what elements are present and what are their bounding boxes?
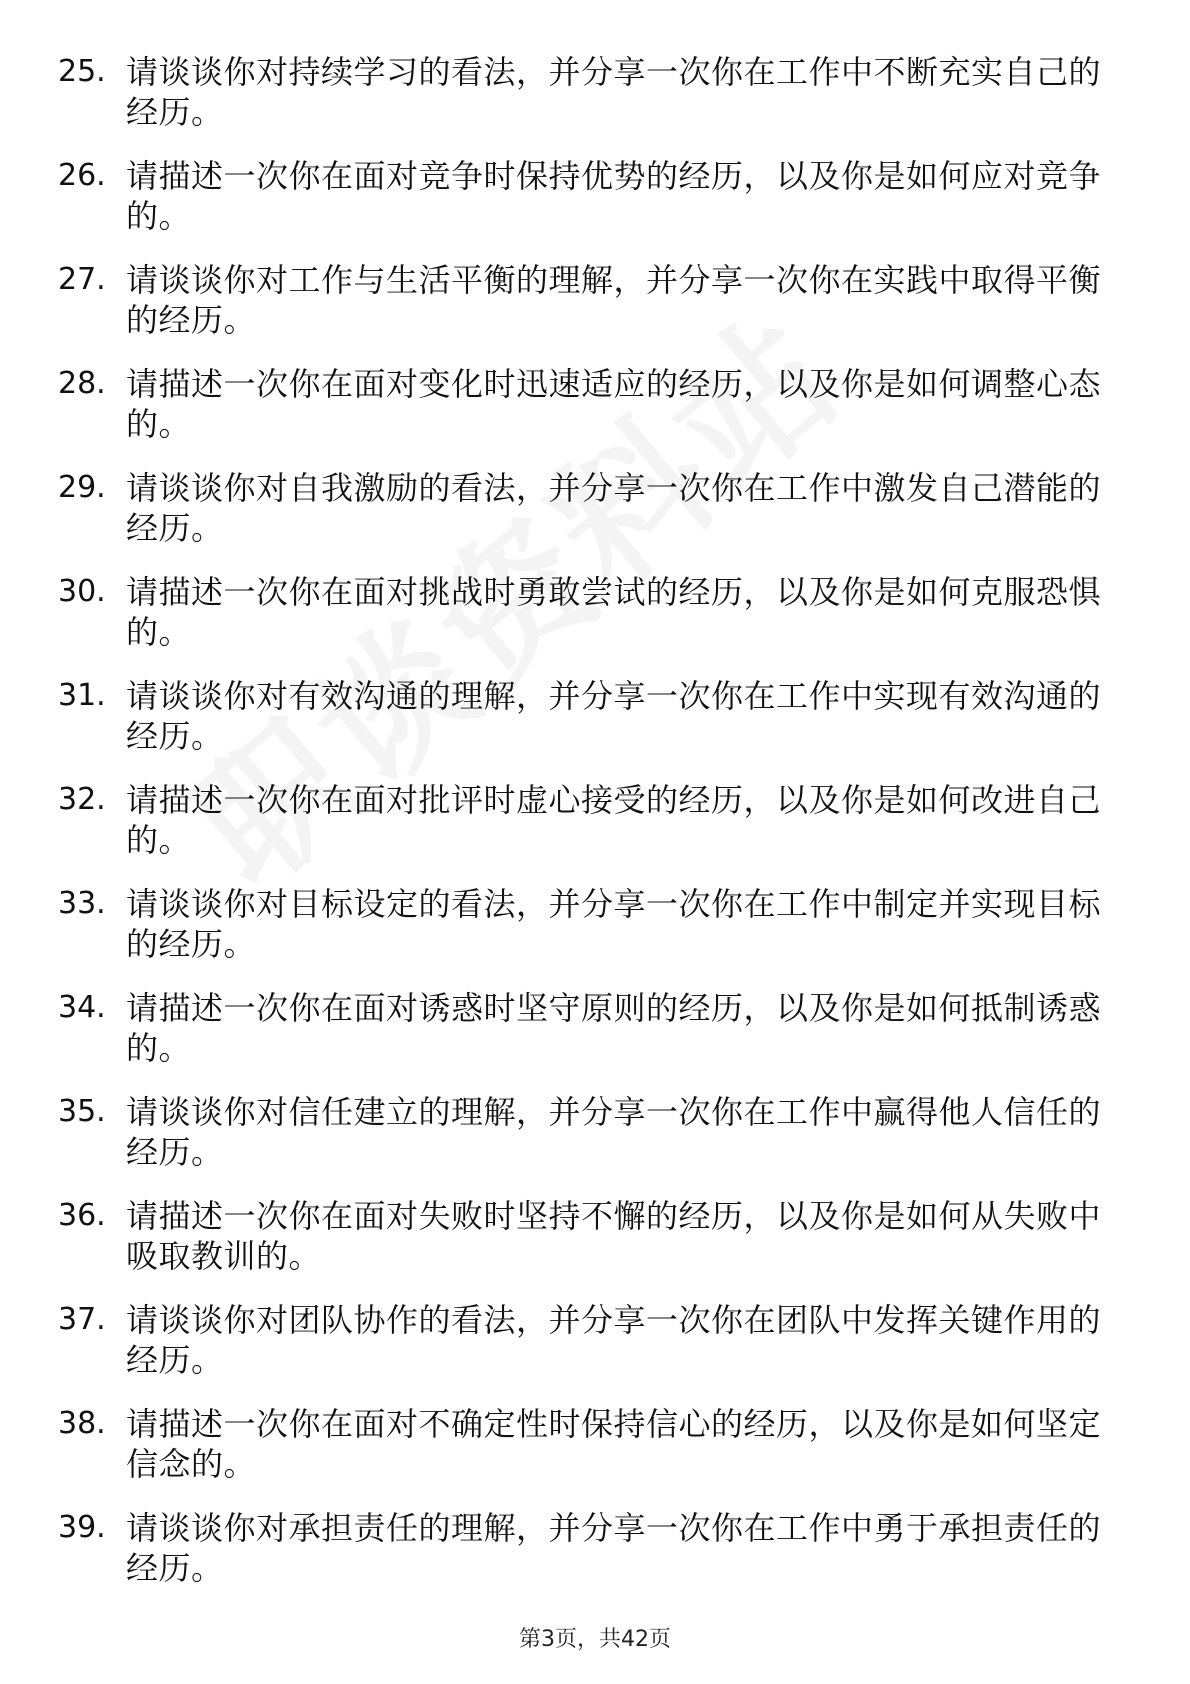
question-text: 请谈谈你对工作与生活平衡的理解，并分享一次你在实践中取得平衡的经历。 (126, 261, 1102, 339)
question-text: 请描述一次你在面对挑战时勇敢尝试的经历，以及你是如何克服恐惧的。 (126, 573, 1102, 651)
question-text: 请描述一次你在面对变化时迅速适应的经历，以及你是如何调整心态的。 (126, 365, 1102, 443)
question-text: 请描述一次你在面对不确定性时保持信心的经历，以及你是如何坚定信念的。 (126, 1405, 1102, 1483)
question-number: 33. (58, 886, 106, 921)
question-number: 35. (58, 1094, 106, 1129)
question-number: 29. (58, 470, 106, 505)
question-number: 37. (58, 1302, 106, 1337)
question-item (58, 364, 1118, 468)
question-item (58, 884, 1118, 988)
question-item (58, 260, 1118, 364)
question-number: 36. (58, 1198, 106, 1233)
question-item (58, 52, 1118, 156)
question-number: 30. (58, 574, 106, 609)
question-number: 39. (58, 1510, 106, 1545)
question-item (58, 1404, 1118, 1508)
question-item (58, 156, 1118, 260)
question-number: 32. (58, 782, 106, 817)
question-number: 38. (58, 1406, 106, 1441)
question-number: 25. (58, 54, 106, 89)
question-item (58, 676, 1118, 780)
question-item (58, 1092, 1118, 1196)
question-text: 请描述一次你在面对批评时虚心接受的经历，以及你是如何改进自己的。 (126, 781, 1102, 859)
question-item (58, 468, 1118, 572)
question-text: 请描述一次你在面对失败时坚持不懈的经历，以及你是如何从失败中吸取教训的。 (126, 1197, 1102, 1275)
question-text: 请谈谈你对目标设定的看法，并分享一次你在工作中制定并实现目标的经历。 (126, 885, 1102, 963)
question-text: 请描述一次你在面对诱惑时坚守原则的经历，以及你是如何抵制诱惑的。 (126, 989, 1102, 1067)
question-text: 请谈谈你对持续学习的看法，并分享一次你在工作中不断充实自己的经历。 (126, 53, 1102, 131)
question-list (58, 52, 1118, 1612)
question-item (58, 1196, 1118, 1300)
question-number: 31. (58, 678, 106, 713)
question-text: 请谈谈你对信任建立的理解，并分享一次你在工作中赢得他人信任的经历。 (126, 1093, 1102, 1171)
question-item (58, 780, 1118, 884)
question-text: 请谈谈你对自我激励的看法，并分享一次你在工作中激发自己潜能的经历。 (126, 469, 1102, 547)
question-text: 请谈谈你对有效沟通的理解，并分享一次你在工作中实现有效沟通的经历。 (126, 677, 1102, 755)
question-number: 26. (58, 158, 106, 193)
question-item (58, 988, 1118, 1092)
question-number: 27. (58, 262, 106, 297)
question-text: 请谈谈你对团队协作的看法，并分享一次你在团队中发挥关键作用的经历。 (126, 1301, 1102, 1379)
question-number: 34. (58, 990, 106, 1025)
question-text: 请描述一次你在面对竞争时保持优势的经历，以及你是如何应对竞争的。 (126, 157, 1102, 235)
question-item (58, 1300, 1118, 1404)
page-footer: 第3页，共42页 (519, 1627, 671, 1652)
question-item (58, 572, 1118, 676)
question-number: 28. (58, 366, 106, 401)
question-item (58, 1508, 1118, 1612)
question-text: 请谈谈你对承担责任的理解，并分享一次你在工作中勇于承担责任的经历。 (126, 1509, 1102, 1587)
